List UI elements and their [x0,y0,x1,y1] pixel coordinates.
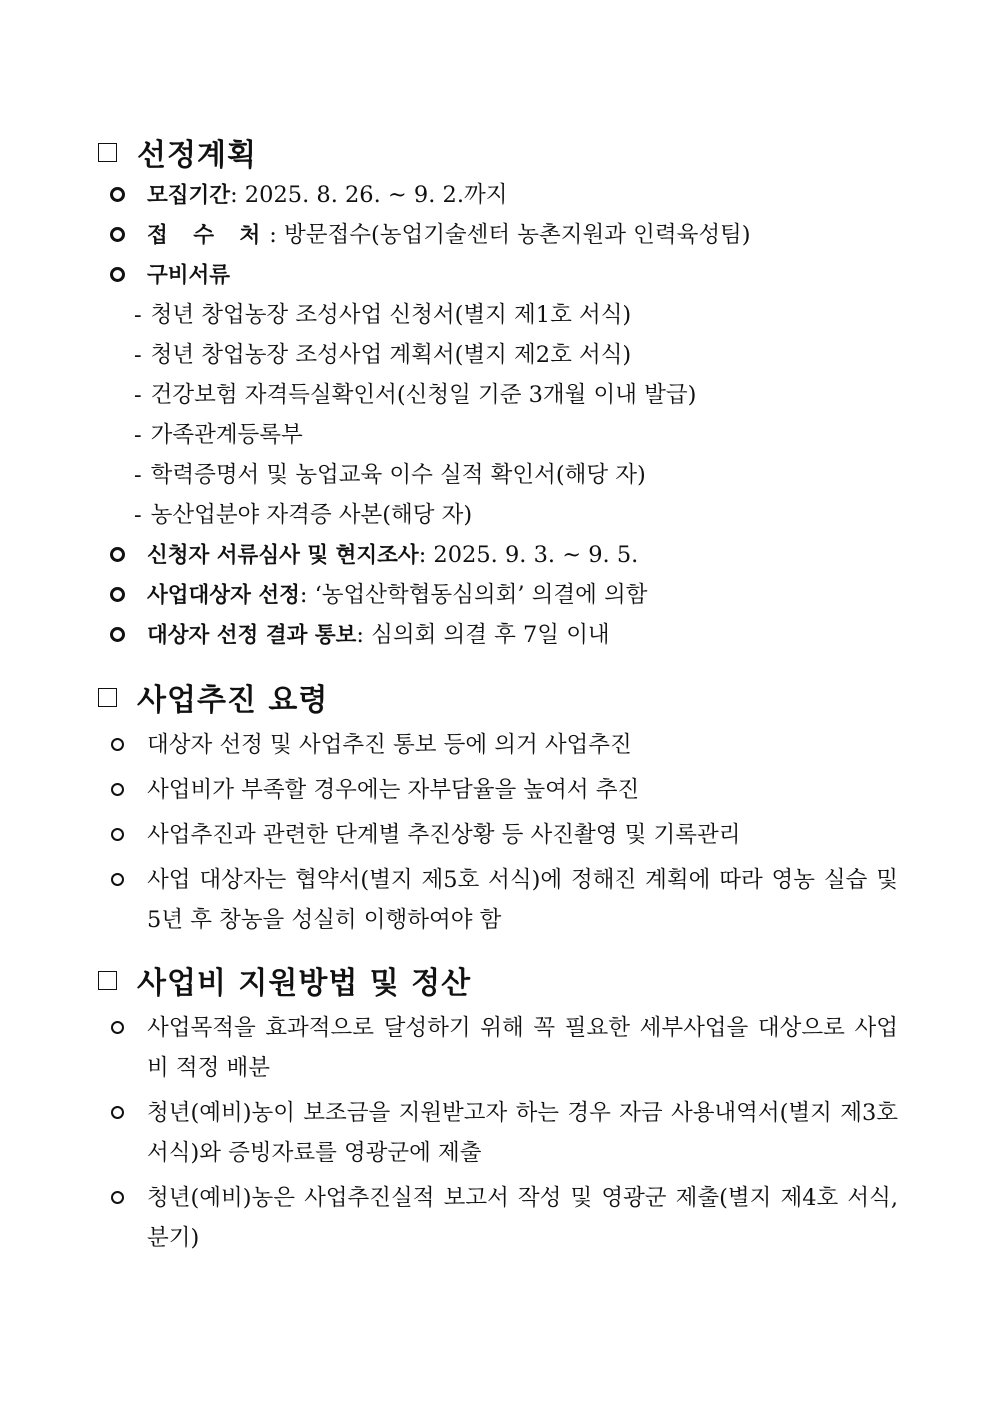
list-item [108,1008,898,1088]
list-item [108,860,898,940]
item-text: 대상자 선정 및 사업추진 통보 등에 의거 사업추진 [147,732,632,758]
list-item-recruitment-period [108,175,898,216]
circle-bullet-icon [110,627,125,642]
dash-bullet: - [134,382,142,408]
circle-bullet-icon [110,547,125,562]
dash-bullet: - [134,462,142,488]
circle-bullet-icon [110,587,125,602]
item-value: : 2025. 9. 3. ~ 9. 5. [418,542,639,568]
item-value: : 심의회 의결 후 7일 이내 [356,622,610,648]
circle-bullet-icon [111,738,124,751]
circle-bullet-icon [111,1021,124,1034]
circle-bullet-icon [111,873,124,886]
list-item-notification [108,615,898,656]
item-label: 접 수 처 [147,223,270,248]
document-item [134,295,631,335]
document-item [134,375,696,415]
circle-bullet-icon [111,1191,124,1204]
circle-bullet-icon [110,227,125,242]
circle-bullet-icon [111,1106,124,1119]
list-item [108,815,898,855]
circle-bullet-icon [111,828,124,841]
square-bullet-icon [98,143,117,162]
list-item [108,725,898,765]
list-item-required-documents [108,255,898,296]
section-heading-project-guidelines [98,675,328,719]
document-text: 건강보험 자격득실확인서(신청일 기준 3개월 이내 발급) [150,382,697,408]
square-bullet-icon [98,971,117,990]
list-item-selection [108,575,898,616]
circle-bullet-icon [110,267,125,282]
document-item [134,455,646,495]
item-text: 사업목적을 효과적으로 달성하기 위해 꼭 필요한 세부사업을 대상으로 사업비 적정 배분 [147,1015,898,1081]
item-text: 청년(예비)농은 사업추진실적 보고서 작성 및 영광군 제출(별지 제4호 서식, 분기) [147,1185,898,1251]
section-title: 사업비 지원방법 및 정산 [137,966,472,1001]
item-text: 청년(예비)농이 보조금을 지원받고자 하는 경우 자금 사용내역서(별지 제3호 서식)와 증빙자료를 영광군에 제출 [147,1100,898,1166]
circle-bullet-icon [111,783,124,796]
item-label: 사업대상자 선정 [147,583,300,608]
item-text: 사업비가 부족할 경우에는 자부담율을 높여서 추진 [147,777,640,803]
square-bullet-icon [98,688,117,707]
document-text: 청년 창업농장 조성사업 신청서(별지 제1호 서식) [150,302,632,328]
item-label: 모집기간 [147,183,231,208]
section-heading-selection-plan [98,130,257,174]
section-heading-funding-settlement [98,958,471,1002]
document-text: 농산업분야 자격증 사본(해당 자) [150,502,473,528]
list-item-reception-office [108,215,898,256]
item-label: 신청자 서류심사 및 현지조사 [147,543,419,568]
item-value: : ‘농업산학협동심의회’ 의결에 의함 [299,582,648,608]
item-text: 사업추진과 관련한 단계별 추진상황 등 사진촬영 및 기록관리 [147,822,741,848]
document-text: 청년 창업농장 조성사업 계획서(별지 제2호 서식) [150,342,632,368]
list-item [108,1178,898,1258]
document-text: 학력증명서 및 농업교육 이수 실적 확인서(해당 자) [150,462,646,488]
item-text: 사업 대상자는 협약서(별지 제5호 서식)에 정해진 계획에 따라 영농 실습 및 5년 후 창농을 성실히 이행하여야 함 [147,867,898,933]
document-item [134,415,303,455]
document-item [134,495,472,535]
list-item [108,1093,898,1173]
item-label: 대상자 선정 결과 통보 [147,623,357,648]
list-item-screening [108,535,898,576]
item-value: : 2025. 8. 26. ~ 9. 2.까지 [230,182,508,208]
circle-bullet-icon [110,187,125,202]
list-item [108,770,898,810]
dash-bullet: - [134,302,142,328]
document-text: 가족관계등록부 [150,422,303,448]
item-label: 구비서류 [147,263,231,288]
item-value: : 방문접수(농업기술센터 농촌지원과 인력육성팀) [269,222,751,248]
dash-bullet: - [134,342,142,368]
section-title: 사업추진 요령 [137,683,329,718]
dash-bullet: - [134,502,142,528]
dash-bullet: - [134,422,142,448]
document-item [134,335,631,375]
section-title: 선정계획 [137,138,257,173]
